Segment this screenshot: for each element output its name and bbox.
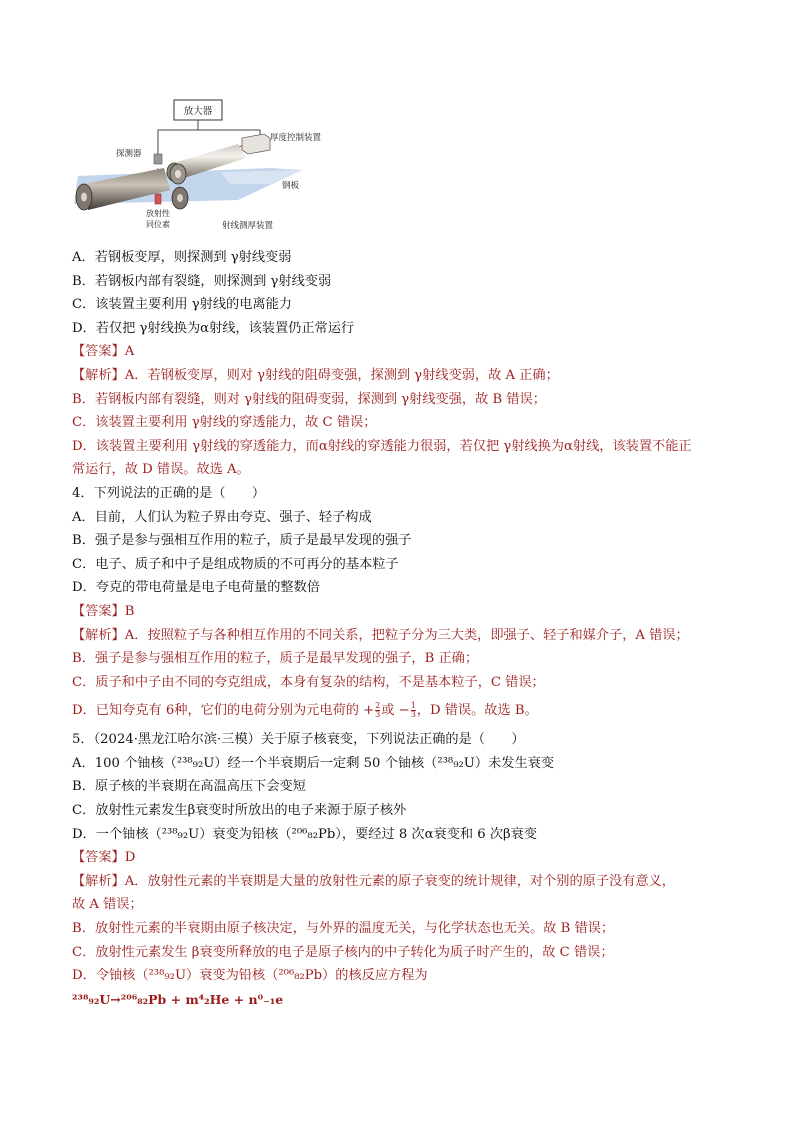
frac1-num: 2 (375, 701, 381, 711)
q4-exp-3: C．质子和中子由不同的夸克组成，本身有复杂的结构，不是基本粒子，C 错误； (72, 674, 545, 690)
q4-option-b: B．强子是参与强相互作用的粒子，质子是最早发现的强子 (72, 533, 412, 549)
q5-option-a: A．100 个铀核（²³⁸₉₂U）经一个半衰期后一定剩 50 个铀核（²³⁸₉₂U）未发生衰变 (72, 755, 555, 771)
q3-exp-4a: D．该装置主要利用 γ射线的穿透能力，而α射线的穿透能力很弱，若仅把 γ射线换为α射线，该装置不能正 (72, 438, 692, 454)
frac2-num: 1 (410, 701, 416, 711)
steel-plate-label: 钢板 (282, 181, 300, 191)
q5-exp-2: B．放射性元素的半衰期由原子核决定，与外界的温度无关，与化学状态也无关。故 B 错误； (72, 921, 615, 937)
q4-exp-2: B．强子是参与强相互作用的粒子，质子是最早发现的强子，B 正确； (72, 651, 479, 667)
q3-exp-3: C．该装置主要利用 γ射线的穿透能力，故 C 错误； (72, 415, 377, 431)
q3-exp-tag: 【解析】 (72, 367, 125, 383)
q5-exp-3: C．放射性元素发生 β衰变所释放的电子是原子核内的中子转化为质子时产生的，故 C 错误； (72, 944, 614, 960)
q4-exp-4-mid: 或 − (381, 703, 410, 719)
q4-option-a: A．目前，人们认为粒子界由夸克、强子、轻子构成 (72, 509, 372, 525)
q4-answer: 【答案】B (72, 603, 135, 619)
q5-option-b: B．原子核的半衰期在高温高压下会变短 (72, 779, 306, 795)
q3-exp-1 (72, 364, 732, 388)
q3-exp-1-text: A．若钢板变厚，则对 γ射线的阻碍变强，探测到 γ射线变弱，故 A 正确； (124, 367, 559, 383)
q5-exp-1a-text: A．放射性元素的半衰期是大量的放射性元素的原子衰变的统计规律，对个别的原子没有意义， (124, 873, 675, 889)
q5-option-d: D．一个铀核（²³⁸₉₂U）衰变为铅核（²⁰⁶₈₂Pb），要经过 8 次α衰变和 6 次β衰变 (72, 826, 538, 842)
q4-exp-4 (72, 694, 732, 728)
isotope-label-2: 同位素 (146, 220, 170, 229)
q4-option-c: C．电子、质子和中子是组成物质的不可再分的基本粒子 (72, 556, 399, 572)
q4-frac-one-third (411, 702, 416, 719)
thickness-control-label: 厚度控制装置 (270, 133, 322, 143)
detector-shape (154, 154, 162, 164)
content (72, 246, 732, 1011)
q3-option-a: A．若钢板变厚，则探测到 γ射线变弱 (72, 250, 292, 265)
q4-exp-4-post: ，D 错误。故选 B。 (416, 703, 538, 719)
q4-exp-tag: 【解析】 (72, 627, 125, 643)
q3-answer: 【答案】A (72, 344, 135, 360)
q4-frac-two-thirds (375, 702, 380, 719)
q3-option-c: C．该装置主要利用 γ射线的电离能力 (72, 297, 292, 313)
q4-stem: 4．下列说法的正确的是（ ） (72, 485, 266, 501)
amplifier-label: 放大器 (183, 106, 213, 117)
q3-option-d: D．若仅把 γ射线换为α射线，该装置仍正常运行 (72, 320, 355, 336)
q5-equation: ²³⁸₉₂U→²⁰⁶₈₂Pb + m⁴₂He + n⁰₋₁e (72, 991, 284, 1007)
thickness-gauge-figure (70, 98, 370, 238)
detector-label: 探测器 (116, 149, 142, 159)
isotope-source-shape (155, 194, 161, 204)
frac1-den: 3 (375, 710, 381, 720)
q5-answer: 【答案】D (72, 850, 136, 866)
isotope-label-1: 放射性 (146, 209, 170, 218)
q3-exp-2: B．若钢板内部有裂缝，则对 γ射线的阻碍变弱，探测到 γ射线变强，故 B 错误； (72, 391, 546, 407)
q5-exp-4: D．令铀核（²³⁸₉₂U）衰变为铅核（²⁰⁶₈₂Pb）的核反应方程为 (72, 968, 428, 984)
frac2-den: 3 (410, 710, 416, 720)
q3-option-b: B．若钢板内部有裂缝，则探测到 γ射线变弱 (72, 273, 332, 289)
q4-exp-1-text: A．按照粒子与各种相互作用的不同关系，把粒子分为三大类，即强子、轻子和媒介子，A 错误； (124, 627, 689, 643)
q5-option-c: C．放射性元素发生β衰变时所放出的电子来源于原子核外 (72, 803, 407, 819)
q5-exp-1b: 故 A 错误； (72, 897, 143, 913)
device-label: 射线测厚装置 (222, 221, 274, 231)
q5-stem: 5．（2024·黑龙江哈尔滨·三模）关于原子核衰变，下列说法正确的是（ ） (72, 732, 525, 748)
q3-exp-4b: 常运行，故 D 错误。故选 A。 (72, 462, 250, 478)
q5-exp-tag: 【解析】 (72, 873, 125, 889)
q4-option-d: D．夸克的带电荷量是电子电荷量的整数倍 (72, 580, 320, 596)
q4-exp-1 (72, 624, 732, 648)
q5-exp-1a (72, 870, 732, 894)
q4-exp-4-pre: D．已知夸克有 6种，它们的电荷分别为元电荷的 + (72, 703, 375, 719)
thickness-control-box (242, 134, 270, 154)
